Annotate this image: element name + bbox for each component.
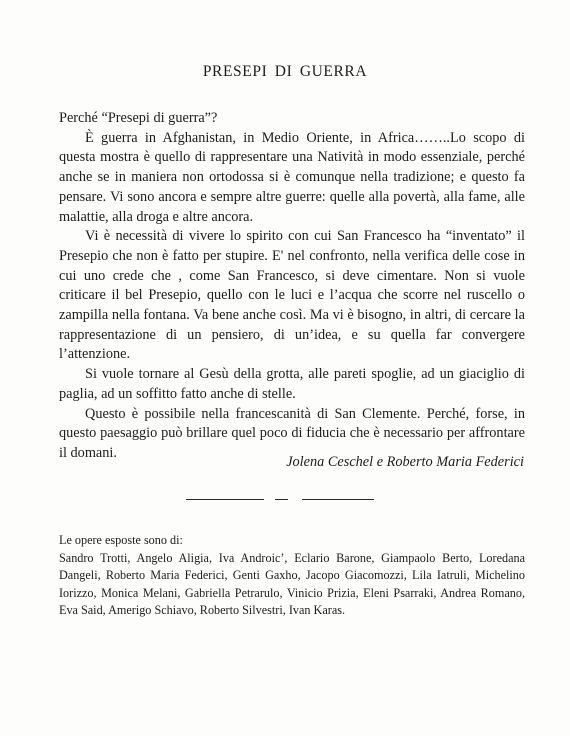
separator-line (186, 499, 264, 500)
body-text (59, 109, 525, 464)
signature: Jolena Ceschel e Roberto Maria Federici (286, 454, 524, 470)
paragraph-question: Perché “Presepi di guerra”? (59, 110, 218, 126)
works-intro: Le opere esposte sono di: (59, 533, 183, 547)
separator-line (302, 499, 374, 500)
paragraph-spirit: Vi è necessità di vivere lo spirito con cui San Francesco ha “inventato” il Presepio che non è fatto per stupire. E' nel confronto, nella verifica delle cose in cui uno crede che , come San Francesco, si deve cimentare. Non si vuole criticare il bel Presepio, quello con le luci e l’acqua che scorre nel ruscello o zampilla nella fontana. Va bene anche così. Ma vi è bisogno, in altri, di cercare la rappresentazione di un pensiero, di un’idea, e su quella far convergere l’attenzione. (59, 228, 525, 363)
page-title: PRESEPI DI GUERRA (202, 63, 368, 80)
separator-line (275, 499, 288, 500)
works-section (59, 532, 525, 620)
paragraph-hope: Questo è possibile nella francescanità di San Clemente. Perché, forse, in questo paesaggio può brillare quel poco di fiducia che è necessario per affrontare il domani. (59, 405, 525, 461)
paragraph-grotto: Si vuole tornare al Gesù della grotta, alle pareti spoglie, ad un giaciglio di paglia, ad un soffitto fatto anche di stelle. (59, 366, 525, 402)
paragraph-war: È guerra in Afghanistan, in Medio Oriente, in Africa……..Lo scopo di questa mostra è quello di rappresentare una Natività in modo essenziale, perché anche se in maniera non ortodossa si è comunque nella tradizione; e questo fa pensare. Vi sono ancora e sempre altre guerre: quelle alla povertà, alla fame, alle malattie, alla droga e altre ancora. (59, 129, 525, 225)
works-artist-list: Sandro Trotti, Angelo Aligia, Iva Androic’, Eclario Barone, Giampaolo Berto, Loredana Dangeli, Roberto Maria Federici, Genti Gaxho, Jacopo Giacomozzi, Lila Iatruli, Michelino Iorizzo, Monica Melani, Gabriella Petrarulo, Vinicio Prizia, Eleni Psarraki, Andrea Romano, Eva Said, Amerigo Schiavo, Roberto Silvestri, Ivan Karas. (59, 550, 525, 617)
